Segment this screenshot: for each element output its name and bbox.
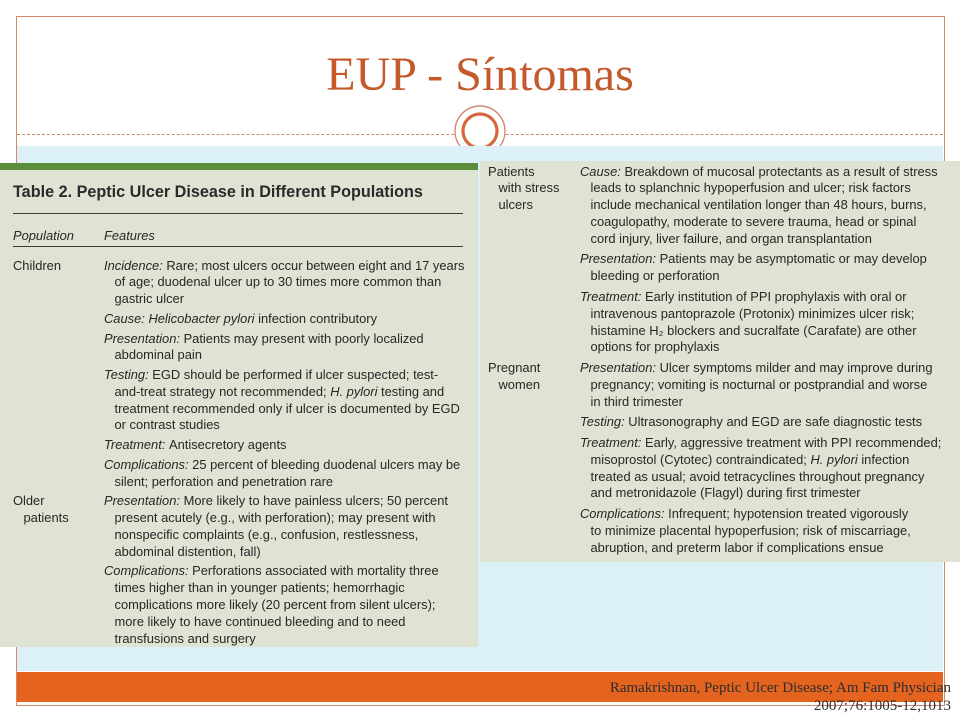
feature-line bbox=[580, 485, 960, 502]
feature-line bbox=[104, 597, 478, 614]
feature-label: Cause: bbox=[104, 310, 145, 326]
column-header-population: Population bbox=[13, 227, 74, 243]
features-cell bbox=[104, 258, 478, 491]
population-label: with stress bbox=[498, 180, 560, 196]
feature-text: or contrast studies bbox=[114, 417, 220, 433]
feature-line bbox=[580, 231, 960, 248]
feature-line bbox=[104, 544, 478, 561]
feature-line bbox=[580, 360, 960, 377]
feature-text: More likely to have painless ulcers; 50 percent bbox=[183, 493, 448, 509]
population-cell bbox=[13, 258, 104, 491]
population-row bbox=[13, 258, 478, 491]
population-label: patients bbox=[23, 510, 69, 526]
feature-text: to minimize placental hypoperfusion; risk of miscarriage, bbox=[590, 522, 911, 538]
feature-line bbox=[580, 469, 960, 486]
table-header-bar bbox=[0, 163, 478, 170]
feature-text: Patients may present with poorly localized bbox=[183, 330, 424, 346]
feature-block bbox=[104, 437, 478, 454]
feature-label: Complications: bbox=[104, 456, 189, 472]
feature-text: times higher than in younger patients; hemorrhagic bbox=[114, 580, 405, 596]
feature-line bbox=[104, 631, 478, 647]
feature-label: Complications: bbox=[104, 563, 189, 579]
population-row bbox=[488, 164, 960, 357]
feature-text: Early, aggressive treatment with PPI recommended; bbox=[644, 435, 942, 450]
feature-line bbox=[104, 367, 478, 384]
citation bbox=[610, 679, 951, 715]
feature-line bbox=[580, 523, 960, 540]
table-body-left bbox=[13, 258, 478, 647]
feature-text: Ultrasonography and EGD are safe diagnostic tests bbox=[628, 414, 923, 430]
feature-block bbox=[580, 506, 960, 556]
feature-text: cord injury, liver failure, and organ transplantation bbox=[590, 230, 872, 246]
feature-label: Complications: bbox=[580, 506, 665, 522]
feature-text: Early institution of PPI prophylaxis with oral or bbox=[644, 288, 907, 304]
feature-text: abdominal distention, fall) bbox=[114, 543, 261, 559]
feature-line bbox=[580, 180, 960, 197]
feature-line bbox=[104, 527, 478, 544]
feature-text: pregnancy; vomiting is nocturnal or postprandial and worse bbox=[590, 376, 928, 392]
feature-label: Testing: bbox=[580, 414, 625, 430]
feature-line bbox=[580, 323, 960, 340]
feature-text: and-treat strategy not recommended; bbox=[114, 383, 331, 399]
feature-line bbox=[104, 274, 478, 291]
feature-line bbox=[580, 164, 960, 181]
citation-line: Ramakrishnan, Peptic Ulcer Disease; Am Fam Physician bbox=[609, 680, 951, 696]
feature-line bbox=[104, 401, 478, 418]
feature-label: Treatment: bbox=[580, 435, 642, 450]
feature-text: of age; duodenal ulcer up to 30 times more common than bbox=[114, 274, 442, 290]
table-panel-right bbox=[480, 161, 960, 562]
feature-text: intravenous pantoprazole (Protonix) minimizes ulcer risk; bbox=[590, 305, 915, 321]
feature-label: Treatment: bbox=[104, 437, 166, 453]
feature-line bbox=[580, 306, 960, 323]
feature-text: histamine H₂ blockers and sucralfate (Carafate) are other bbox=[590, 322, 917, 338]
population-cell bbox=[13, 493, 104, 647]
feature-line bbox=[580, 452, 960, 469]
feature-block bbox=[104, 493, 478, 560]
feature-text: treatment recommended only if ulcer is documented by EGD bbox=[114, 400, 460, 416]
feature-text: EGD should be performed if ulcer suspected; test- bbox=[152, 367, 439, 383]
feature-line bbox=[580, 377, 960, 394]
feature-text: present acutely (e.g., with perforation); may present with bbox=[114, 510, 436, 526]
population-label: Patients bbox=[488, 163, 535, 179]
population-label: Pregnant bbox=[488, 360, 541, 376]
feature-line bbox=[580, 251, 960, 268]
feature-label: Presentation: bbox=[580, 251, 656, 267]
feature-text: silent; perforation and penetration rare bbox=[114, 473, 334, 489]
feature-block bbox=[580, 164, 960, 248]
population-label: Children bbox=[13, 257, 62, 273]
feature-text: infection bbox=[857, 451, 910, 467]
feature-block bbox=[104, 331, 478, 365]
feature-line bbox=[104, 331, 478, 348]
feature-label: Cause: bbox=[580, 163, 621, 179]
feature-label: Presentation: bbox=[104, 330, 180, 346]
feature-block bbox=[580, 435, 960, 502]
feature-label: Presentation: bbox=[104, 493, 180, 509]
feature-line bbox=[580, 435, 960, 452]
feature-text: bleeding or perforation bbox=[590, 268, 720, 284]
slide-title: EUP - Síntomas bbox=[326, 48, 634, 101]
feature-block bbox=[580, 251, 960, 285]
feature-text: Perforations associated with mortality three bbox=[192, 563, 439, 579]
italic-term: H. pylori bbox=[330, 383, 378, 399]
feature-line bbox=[580, 339, 960, 356]
table-panel-left bbox=[0, 163, 478, 647]
ornament-inner-ring bbox=[463, 114, 497, 148]
feature-text: infection contributory bbox=[254, 310, 378, 326]
feature-line bbox=[580, 214, 960, 231]
feature-text: treated as usual; avoid tetracyclines throughout pregnancy bbox=[590, 468, 925, 484]
feature-line bbox=[104, 384, 478, 401]
feature-line bbox=[580, 268, 960, 285]
feature-line bbox=[104, 291, 478, 308]
feature-line bbox=[104, 580, 478, 597]
table-title-rule bbox=[13, 213, 463, 214]
population-row bbox=[13, 493, 478, 647]
feature-text: misoprostol (Cytotec) contraindicated; bbox=[590, 451, 811, 467]
feature-text: coagulopathy, moderate to severe trauma, head or spinal bbox=[590, 213, 917, 229]
feature-text: include mechanical ventilation longer than 48 hours, burns, bbox=[590, 197, 927, 213]
feature-text: testing and bbox=[377, 383, 445, 399]
feature-line bbox=[104, 510, 478, 527]
population-label: ulcers bbox=[498, 197, 533, 213]
feature-text: Ulcer symptoms milder and may improve during bbox=[659, 360, 933, 376]
feature-line bbox=[104, 347, 478, 364]
feature-block bbox=[104, 367, 478, 434]
feature-text: complications more likely (20 percent from silent ulcers); bbox=[114, 596, 436, 612]
population-cell bbox=[488, 360, 580, 556]
feature-line bbox=[104, 493, 478, 510]
column-header-features: Features bbox=[104, 227, 155, 243]
feature-line bbox=[104, 258, 478, 275]
feature-line bbox=[104, 311, 478, 328]
citation-line: 2007;76:1005-12,1013 bbox=[813, 698, 951, 714]
table-header-rule bbox=[13, 246, 463, 247]
population-label: Older bbox=[13, 493, 45, 509]
feature-line bbox=[104, 474, 478, 491]
feature-text: nonspecific complaints (e.g., confusion, restlessness, bbox=[114, 526, 419, 542]
feature-block bbox=[104, 311, 478, 328]
feature-line bbox=[580, 289, 960, 306]
table-title: Table 2. Peptic Ulcer Disease in Different Populations bbox=[13, 183, 423, 201]
feature-text: abruption, and preterm labor if complications ensue bbox=[590, 539, 884, 555]
feature-line bbox=[104, 417, 478, 434]
feature-text: more likely to have continued bleeding and to need bbox=[114, 613, 406, 629]
feature-text: gastric ulcer bbox=[114, 291, 184, 307]
feature-text: transfusions and surgery bbox=[114, 630, 256, 646]
italic-term: Helicobacter pylori bbox=[148, 310, 255, 326]
feature-line bbox=[580, 506, 960, 523]
feature-label: Presentation: bbox=[580, 360, 656, 376]
feature-text: Rare; most ulcers occur between eight and 17 years bbox=[166, 257, 465, 273]
table-body-right bbox=[488, 164, 960, 557]
population-row bbox=[488, 360, 960, 556]
feature-line bbox=[104, 614, 478, 631]
feature-text: leads to splanchnic hypoperfusion and ulcer; risk factors bbox=[590, 180, 911, 196]
feature-line bbox=[104, 563, 478, 580]
features-cell bbox=[580, 360, 960, 556]
feature-line bbox=[580, 394, 960, 411]
population-label: women bbox=[498, 376, 541, 392]
feature-text: Infrequent; hypotension treated vigorously bbox=[668, 506, 909, 522]
feature-text: and metronidazole (Flagyl) during first trimester bbox=[590, 485, 861, 501]
feature-label: Incidence: bbox=[104, 257, 163, 273]
feature-block bbox=[104, 563, 478, 647]
feature-text: Patients may be asymptomatic or may develop bbox=[659, 251, 927, 267]
feature-block bbox=[580, 414, 960, 431]
feature-text: Breakdown of mucosal protectants as a result of stress bbox=[624, 163, 938, 179]
feature-line bbox=[580, 540, 960, 557]
feature-block bbox=[104, 258, 478, 308]
feature-text: abdominal pain bbox=[114, 347, 202, 363]
features-cell bbox=[104, 493, 478, 647]
feature-label: Testing: bbox=[104, 367, 149, 383]
population-cell bbox=[488, 164, 580, 357]
feature-block bbox=[104, 457, 478, 491]
feature-line bbox=[104, 457, 478, 474]
feature-line bbox=[580, 197, 960, 214]
feature-line bbox=[104, 437, 478, 454]
feature-text: in third trimester bbox=[590, 393, 683, 409]
feature-block bbox=[580, 360, 960, 410]
feature-block bbox=[580, 289, 960, 356]
features-cell bbox=[580, 164, 960, 357]
italic-term: H. pylori bbox=[810, 451, 858, 467]
feature-text: Antisecretory agents bbox=[168, 437, 287, 453]
feature-label: Treatment: bbox=[580, 288, 642, 304]
feature-text: options for prophylaxis bbox=[590, 339, 720, 355]
feature-line bbox=[580, 414, 960, 431]
feature-text: 25 percent of bleeding duodenal ulcers may be bbox=[192, 456, 461, 472]
